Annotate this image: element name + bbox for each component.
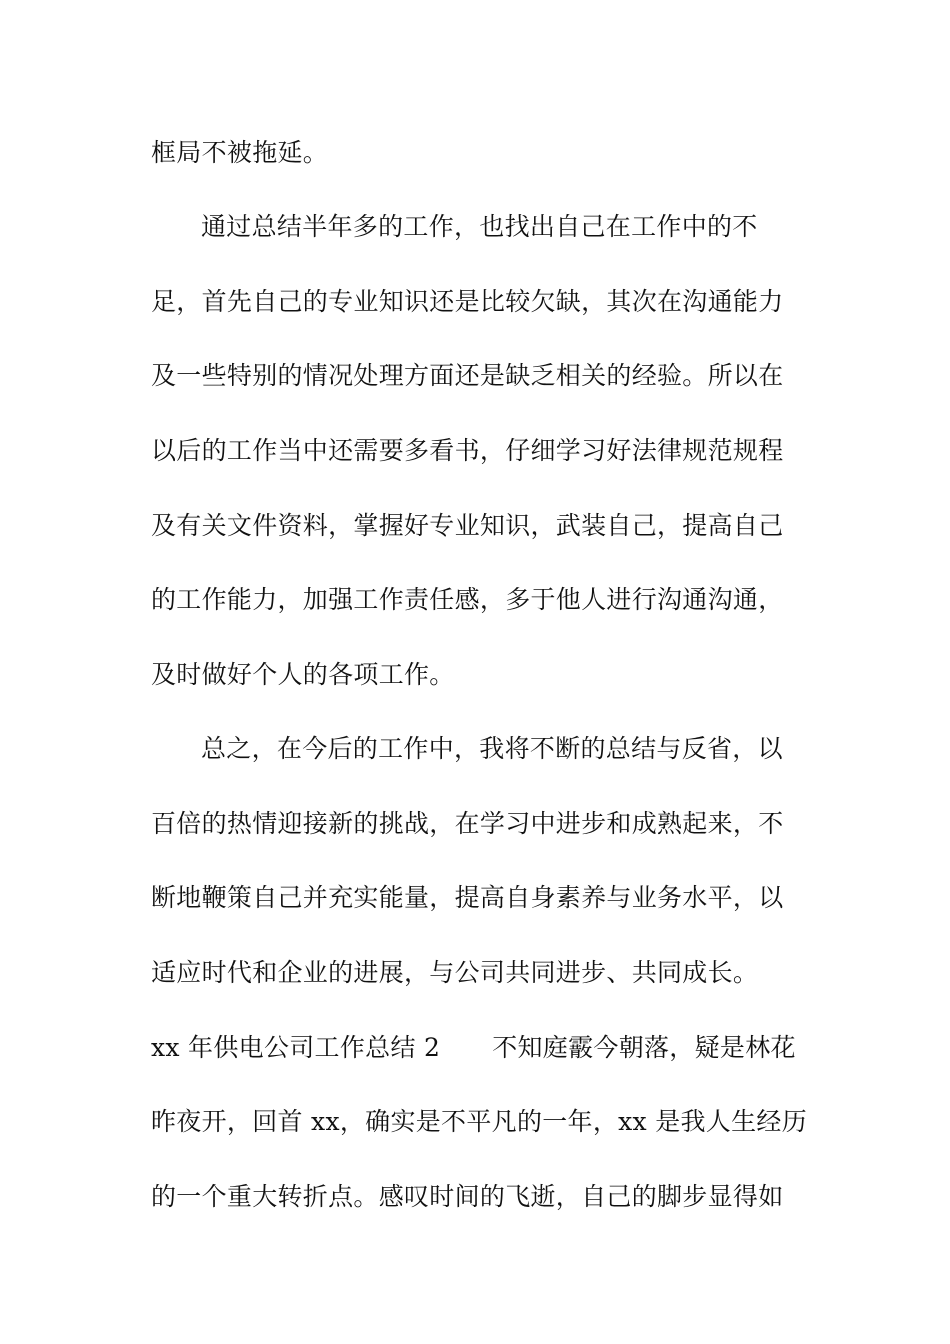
paragraph-start-line: 总之，在今后的工作中，我将不断的总结与反省，以 <box>201 734 783 763</box>
section-title: xx 年供电公司工作总结 2 <box>151 1033 441 1062</box>
text-line: 适应时代和企业的进展，与公司共同进步、共同成长。 <box>151 958 759 987</box>
text-line: 百倍的热情迎接新的挑战，在学习中进步和成熟起来，不 <box>151 809 784 838</box>
text-line: 及时做好个人的各项工作。 <box>151 660 455 689</box>
text-line: 以后的工作当中还需要多看书，仔细学习好法律规范规程 <box>151 436 784 465</box>
section-heading-line <box>151 1028 811 1068</box>
section-first-sentence: 不知庭霰今朝落，疑是林花 <box>492 1033 796 1062</box>
text-line: 框局不被拖延。 <box>151 138 329 167</box>
text-line: 及有关文件资料，掌握好专业知识，武装自己，提高自己 <box>151 511 784 540</box>
text-line: 断地鞭策自己并充实能量，提高自身素养与业务水平，以 <box>151 883 784 912</box>
text-line: 的一个重大转折点。感叹时间的飞逝，自己的脚步显得如 <box>151 1182 784 1211</box>
paragraph-start-line: 通过总结半年多的工作，也找出自己在工作中的不 <box>201 212 758 241</box>
text-line: 及一些特别的情况处理方面还是缺乏相关的经验。所以在 <box>151 361 784 390</box>
text-line: 昨夜开，回首 xx，确实是不平凡的一年，xx 是我人生经历 <box>151 1107 807 1136</box>
text-line: 的工作能力，加强工作责任感，多于他人进行沟通沟通， <box>151 585 784 614</box>
text-line: 足，首先自己的专业知识还是比较欠缺，其次在沟通能力 <box>151 287 784 316</box>
